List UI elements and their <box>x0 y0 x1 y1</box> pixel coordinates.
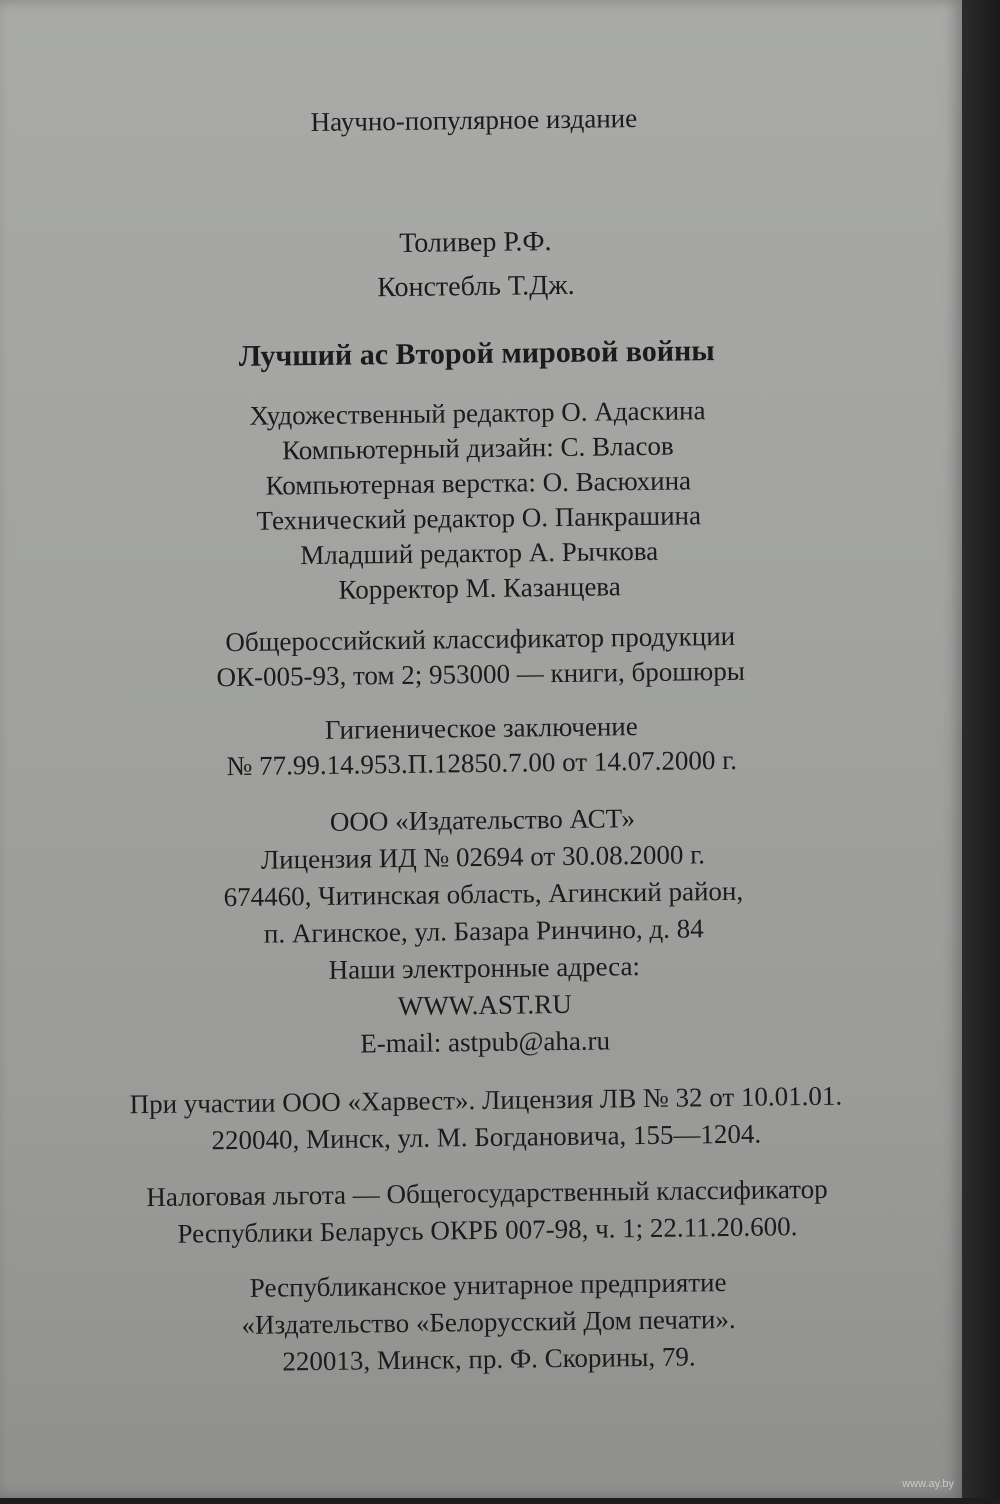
printer-line: 220013, Минск, пр. Ф. Скорины, 79. <box>282 1341 696 1377</box>
publisher-line: Наши электронные адреса: <box>328 951 641 985</box>
edition-type: Научно-популярное издание <box>310 103 638 138</box>
staff-line: Технический редактор О. Панкрашина <box>256 500 702 536</box>
hygiene-line: № 77.99.14.953.П.12850.7.00 от 14.07.2000 г. <box>226 744 738 782</box>
harvest-line: При участии ООО «Харвест». Лицензия ЛВ № 32 от 10.01.01. <box>129 1080 843 1120</box>
book-title: Лучший ас Второй мировой войны <box>238 334 715 373</box>
harvest-line: 220040, Минск, ул. М. Богдановича, 155—1204. <box>211 1118 762 1156</box>
hygiene-line: Гигиеническое заключение <box>324 711 638 745</box>
tax-line: Налоговая льгота — Общегосударственный классификатор <box>146 1173 828 1213</box>
publisher-line: 674460, Читинская область, Агинский район, <box>223 875 744 913</box>
website-line: WWW.AST.RU <box>397 988 572 1022</box>
tax-line: Республики Беларусь ОКРБ 007-98, ч. 1; 22.11.20.600. <box>177 1211 798 1249</box>
site-watermark: www.ay.by <box>902 1478 954 1490</box>
publisher-line: ООО «Издательство АСТ» <box>329 803 636 837</box>
publisher-line: Лицензия ИД № 02694 от 30.08.2000 г. <box>260 839 706 875</box>
classifier-line: Общероссийский классификатор продукции <box>225 620 736 658</box>
printer-line: Республиканское унитарное предприятие <box>249 1267 727 1303</box>
publisher-line: п. Агинское, ул. Базара Ринчино, д. 84 <box>263 913 704 949</box>
staff-line: Художественный редактор О. Адаскина <box>249 395 706 431</box>
staff-line: Младший редактор А. Рычкова <box>300 535 659 571</box>
staff-line: Корректор М. Казанцева <box>338 571 621 605</box>
email-line: E-mail: astpub@aha.ru <box>360 1025 611 1059</box>
staff-line: Компьютерный дизайн: С. Власов <box>281 430 674 466</box>
author-1: Толивер Р.Ф. <box>399 226 552 259</box>
printer-line: «Издательство «Белорусский Дом печати». <box>241 1303 736 1340</box>
author-2: Констебль Т.Дж. <box>377 269 575 304</box>
classifier-line: ОК-005-93, том 2; 953000 — книги, брошюры <box>216 655 746 693</box>
staff-line: Компьютерная верстка: О. Васюхина <box>265 465 692 501</box>
